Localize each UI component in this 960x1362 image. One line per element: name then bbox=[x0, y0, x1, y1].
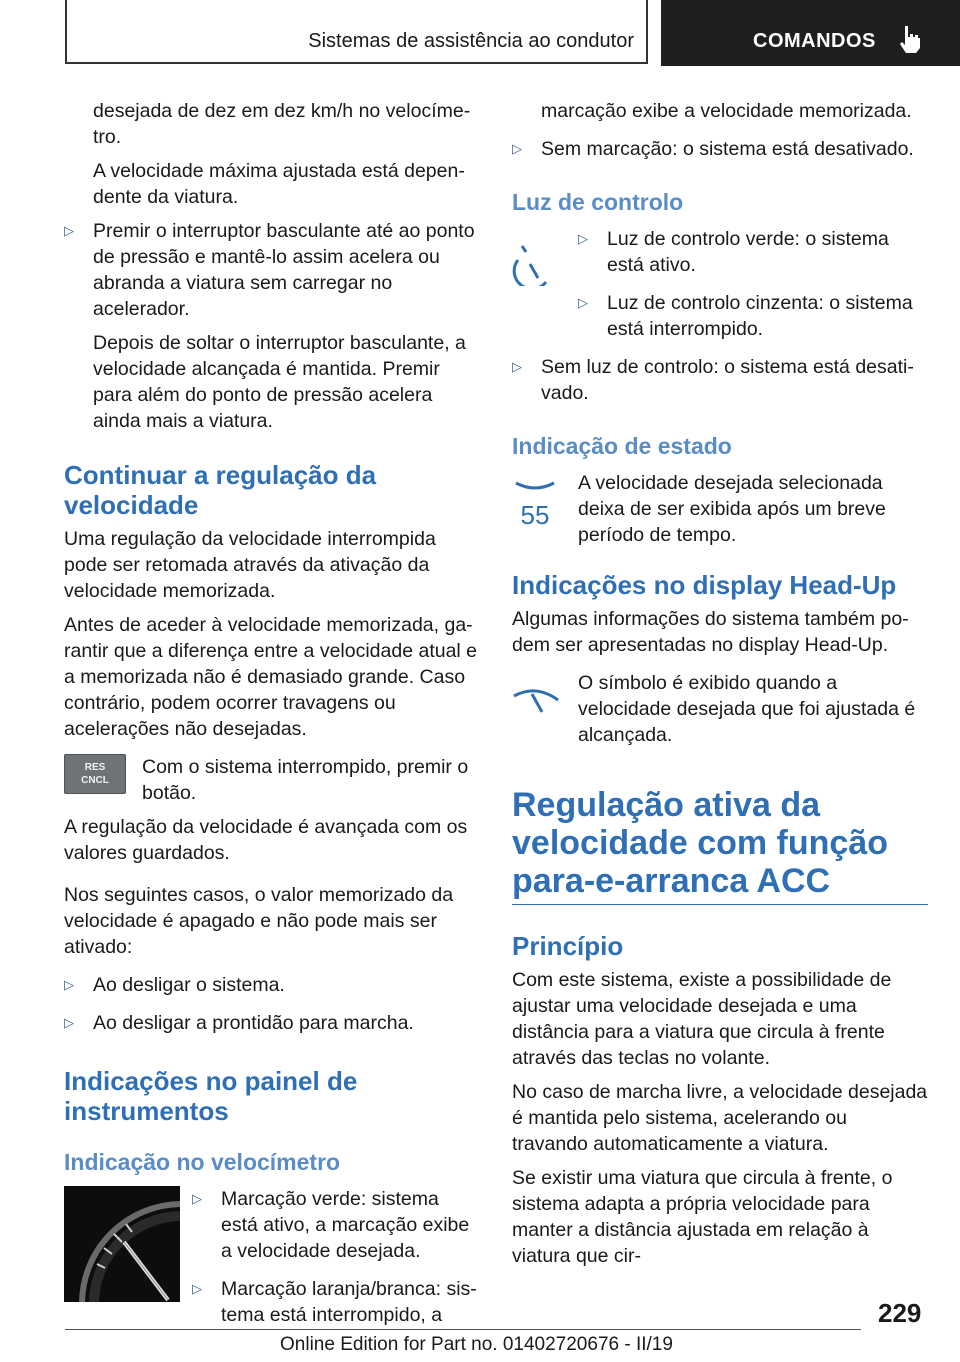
gauge-bullet-list bbox=[192, 1186, 478, 1328]
footer-edition: Online Edition for Part no. 01402720676 - II/19 bbox=[280, 1334, 673, 1355]
heading-luz-controlo: Luz de controlo bbox=[512, 189, 684, 215]
triangle-bullet-icon: ▷ bbox=[64, 977, 74, 992]
triangle-bullet-icon: ▷ bbox=[578, 295, 588, 310]
right-column bbox=[512, 98, 928, 1277]
paragraph-head-up: Algumas informações do sistema também podem ser apresentadas no display Head-Up. bbox=[512, 608, 909, 656]
luz-bullet-list bbox=[578, 226, 928, 342]
triangle-bullet-icon: ▷ bbox=[578, 231, 588, 246]
paragraph-seguintes-casos: Nos seguintes casos, o valor memorizado da velocidade é apagado e não pode mais ser ativado: bbox=[64, 884, 454, 958]
paragraph-velocimetro: desejada de dez em dez km/h no velocímetro. bbox=[93, 100, 471, 148]
chapter-tab bbox=[661, 0, 960, 66]
section-title: Sistemas de assistência ao condutor bbox=[308, 30, 634, 52]
heading-indicacao-estado: Indicação de estado bbox=[512, 433, 732, 459]
speedometer-image bbox=[64, 1186, 180, 1302]
res-cncl-button-icon: RES CNCL bbox=[64, 754, 126, 794]
triangle-bullet-icon: ▷ bbox=[512, 141, 522, 156]
bullet-list-sem-marcacao bbox=[512, 136, 928, 162]
heading-indicacoes-painel: Indicações no painel de instrumentos bbox=[64, 1066, 358, 1126]
triangle-bullet-icon: ▷ bbox=[64, 1015, 74, 1030]
paragraph-principio-1: Com este sistema, existe a possibilidade de ajustar uma velocidade desejada e uma distância para a viatura que circula à frente através das teclas no volante. bbox=[512, 969, 892, 1069]
luz-row bbox=[512, 226, 928, 342]
triangle-bullet-icon: ▷ bbox=[192, 1191, 202, 1206]
left-column bbox=[64, 98, 478, 1336]
list-item: ▷ Ao desligar a prontidão para marcha. bbox=[64, 1012, 414, 1034]
head-up-symbol-icon bbox=[512, 680, 560, 714]
speed-arc-icon bbox=[512, 479, 558, 495]
paragraph-principio-3: Se existir uma viatura que circula à frente, o sistema adapta a própria velocidade para manter a distância ajustada em relação à viatura que cir- bbox=[512, 1167, 893, 1267]
chapter-title: COMANDOS bbox=[753, 30, 876, 52]
list-item: ▷ Marcação verde: sistema está ativo, a marcação exibe a velocidade desejada. bbox=[192, 1188, 470, 1262]
list-item: ▷ Premir o interruptor basculante até ao ponto de pressão e mantê-lo assim acelera ou abranda a viatura sem carregar no acelerador. Depois de soltar o interruptor basculante, a velocidade alcançada é mantida. Premir para além do ponto de pressão acelera ainda mais a viatura. bbox=[64, 218, 478, 434]
hand-pointer-icon bbox=[897, 24, 923, 54]
gauge-row bbox=[64, 1186, 478, 1328]
triangle-bullet-icon: ▷ bbox=[192, 1281, 202, 1296]
res-button-row bbox=[64, 754, 478, 806]
estado-row bbox=[512, 470, 928, 548]
list-item: ▷ Marcação laranja/branca: sistema está interrompido, a bbox=[192, 1278, 477, 1326]
heading-regulacao-acc: Regulação ativa da velocidade com função para-e-arranca ACC bbox=[512, 786, 888, 900]
list-item: ▷ Sem marcação: o sistema está desativado. bbox=[512, 138, 914, 160]
paragraph-soltar: Depois de soltar o interruptor basculante, a velocidade alcançada é mantida. Premir para além do ponto de pressão acelera ainda mais a viatura. bbox=[93, 332, 466, 432]
heading-head-up: Indicações no display Head-Up bbox=[512, 570, 897, 600]
paragraph-velocidade-maxima: A velocidade máxima ajustada está dependente da viatura. bbox=[93, 160, 465, 208]
heading-velocimetro: Indicação no velocímetro bbox=[64, 1149, 341, 1175]
footer-rule bbox=[65, 1329, 861, 1330]
paragraph-retomada: Uma regulação da velocidade interrompida pode ser retomada através da ativação da velocidade memorizada. bbox=[64, 528, 436, 602]
list-item: ▷ Sem luz de controlo: o sistema está desativado. bbox=[512, 356, 914, 404]
bullet-list-sem-luz bbox=[512, 354, 928, 406]
page-number: 229 bbox=[878, 1298, 922, 1328]
list-item: ▷ Ao desligar o sistema. bbox=[64, 974, 285, 996]
heading-continuar: Continuar a regulação da velocidade bbox=[64, 460, 377, 520]
paragraph-principio-2: No caso de marcha livre, a velocidade desejada é mantida pelo sistema, acelerando ou travando automaticamente a viatura. bbox=[512, 1081, 928, 1155]
speed-number: 55 bbox=[520, 500, 550, 530]
estado-text: A velocidade desejada selecionada deixa de ser exibida após um breve período de tempo. bbox=[578, 472, 886, 546]
paragraph-antes: Antes de aceder à velocidade memorizada, garantir que a diferença entre a velocidade atual e a memorizada não é demasiado grande. Caso contrário, podem ocorrer travagens ou acelerações não desejadas. bbox=[64, 614, 478, 740]
list-item: ▷ Luz de controlo cinzenta: o sistema está interrompido. bbox=[578, 292, 913, 340]
heading-principio: Princípio bbox=[512, 931, 624, 961]
header-section-box bbox=[65, 0, 648, 64]
head-up-text: O símbolo é exibido quando a velocidade desejada que foi ajustada é alcançada. bbox=[578, 672, 916, 746]
paragraph-avancada: A regulação da velocidade é avançada com os valores guardados. bbox=[64, 816, 468, 864]
cruise-control-light-icon bbox=[512, 242, 552, 286]
paragraph-marcacao-cont: marcação exibe a velocidade memorizada. bbox=[541, 100, 912, 122]
bullet-list-casos bbox=[64, 972, 478, 1036]
head-up-row bbox=[512, 670, 928, 748]
list-item: ▷ Luz de controlo verde: o sistema está ativo. bbox=[578, 228, 889, 276]
heading-rule bbox=[512, 904, 928, 905]
speed-status-icon bbox=[512, 476, 558, 528]
res-text: Com o sistema interrompido, premir o botão. bbox=[142, 756, 469, 804]
triangle-bullet-icon: ▷ bbox=[512, 359, 522, 374]
bullet-list-interruptor bbox=[64, 218, 478, 434]
triangle-bullet-icon: ▷ bbox=[64, 223, 74, 238]
